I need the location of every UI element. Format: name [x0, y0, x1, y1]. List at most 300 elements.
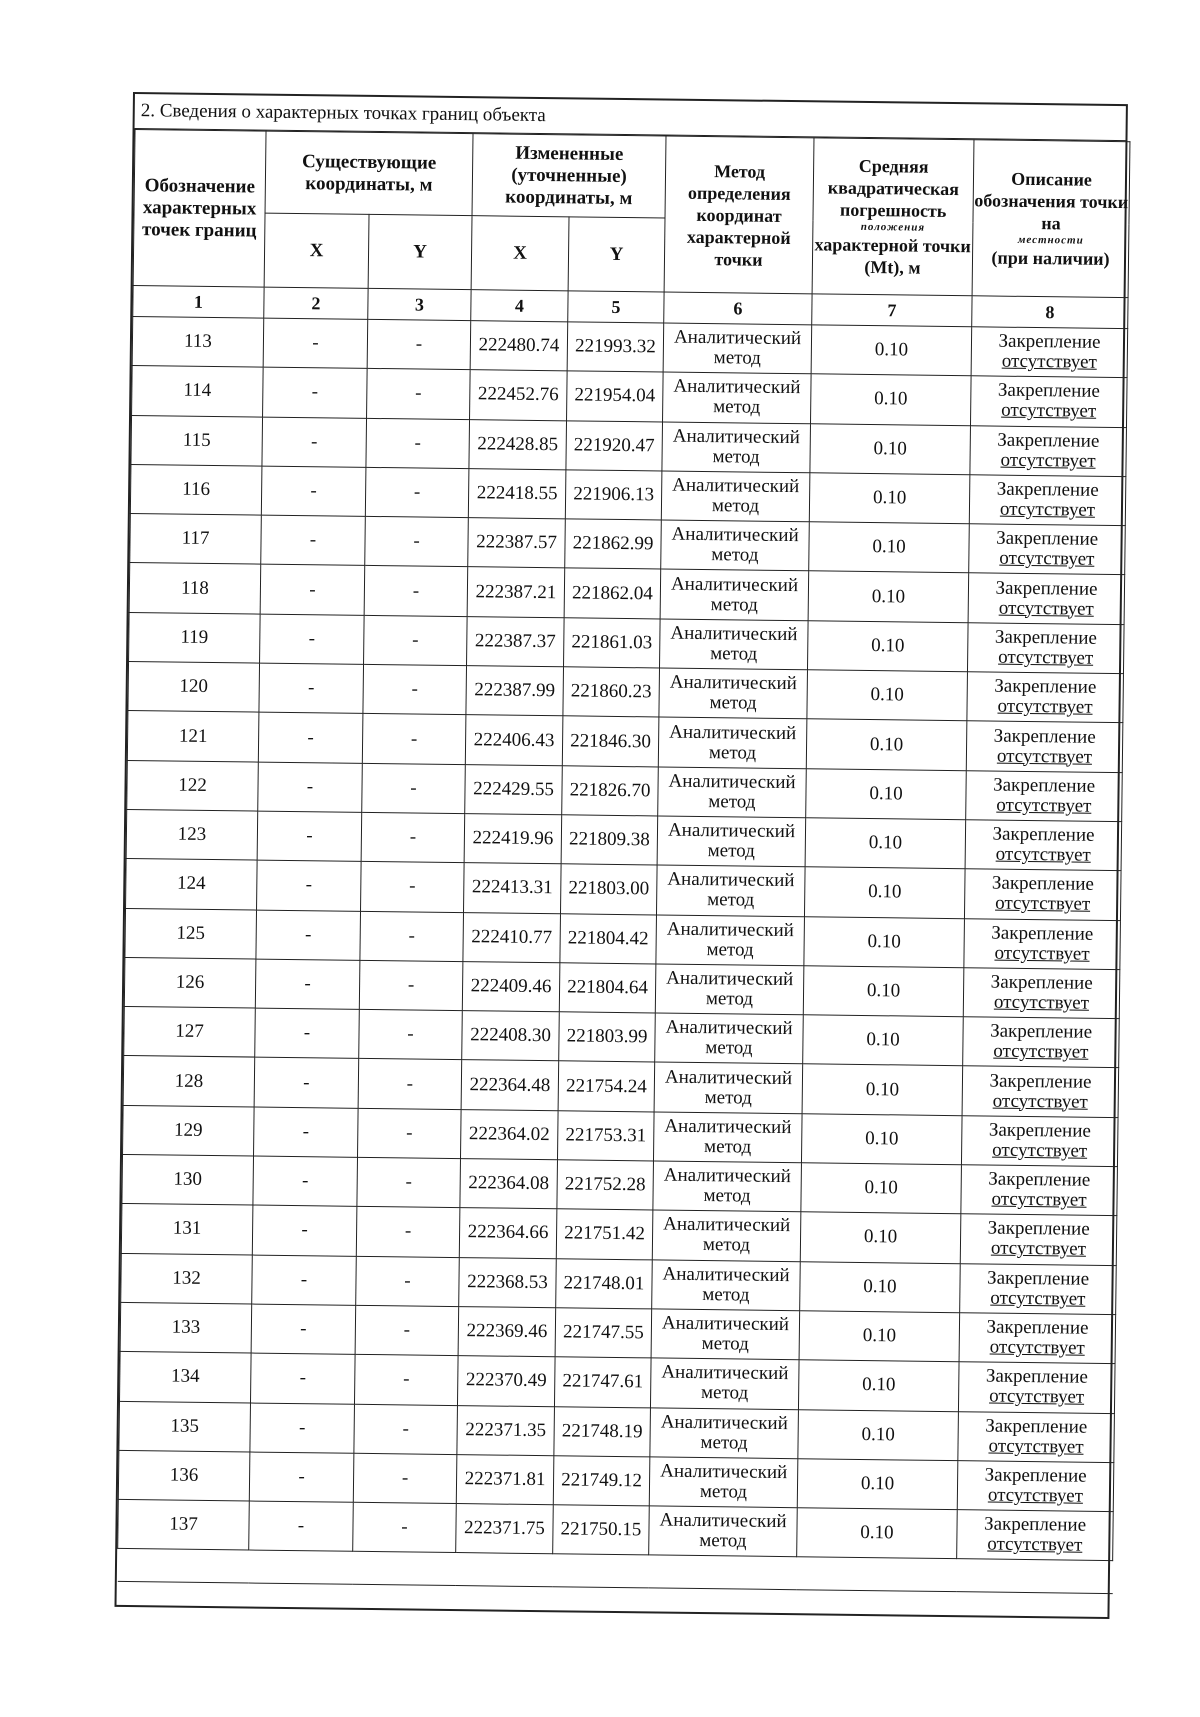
changed-y-cell: 221751.42: [556, 1209, 653, 1259]
existing-x-cell: -: [258, 712, 363, 763]
existing-x-cell: -: [255, 959, 360, 1010]
method-cell: [663, 372, 812, 423]
point-number-cell: 137: [118, 1500, 250, 1551]
point-number-cell: 118: [129, 563, 261, 614]
method-line-1: Аналитический: [673, 326, 802, 350]
description-cell: [964, 918, 1121, 969]
description-line-2: отсутствует: [996, 794, 1092, 817]
method-cell: [649, 1457, 798, 1508]
description-line-2: отсутствует: [1001, 350, 1097, 373]
changed-y-cell: 221803.99: [559, 1012, 656, 1062]
error-cell: 0.10: [798, 1409, 959, 1460]
point-number-cell: 115: [131, 415, 263, 466]
description-line-1: Закрепление: [996, 478, 1099, 501]
description-line-2: отсутствует: [987, 1484, 1084, 1507]
changed-y-cell: 221826.70: [562, 765, 659, 815]
changed-x-cell: 222371.81: [456, 1454, 554, 1504]
description-cell: [969, 475, 1126, 526]
description-line-1: Закрепление: [997, 380, 1101, 403]
description-cell: [958, 1362, 1115, 1413]
description-line-2: отсутствует: [990, 1238, 1087, 1261]
existing-y-cell: -: [354, 1404, 458, 1455]
description-line-2: отсутствует: [992, 1090, 1088, 1113]
method-line-1: Аналитический: [665, 1016, 793, 1040]
method-line-1: Аналитический: [667, 868, 795, 892]
description-cell: [968, 623, 1125, 674]
header-error: [812, 138, 974, 296]
description-cell: [971, 327, 1128, 378]
description-cell: [960, 1214, 1117, 1265]
existing-y-cell: -: [359, 1009, 463, 1060]
method-cell: [656, 915, 805, 966]
description-cell: [969, 524, 1126, 575]
header-changed-x: X: [471, 216, 569, 291]
method-cell: [660, 619, 809, 670]
description-line-2: отсутствует: [991, 1188, 1087, 1211]
method-line-2: метод: [706, 889, 755, 912]
description-line-1: Закрепление: [989, 1070, 1092, 1093]
existing-x-cell: -: [255, 1008, 360, 1059]
existing-x-cell: -: [261, 515, 366, 566]
description-line-2: отсутствует: [1000, 449, 1096, 472]
changed-y-cell: 221809.38: [561, 815, 658, 865]
method-cell: [652, 1260, 801, 1311]
method-cell: [653, 1161, 802, 1212]
existing-y-cell: -: [360, 911, 464, 962]
description-line-1: Закрепление: [990, 971, 1093, 994]
existing-x-cell: -: [251, 1304, 356, 1355]
changed-x-cell: 222364.66: [459, 1208, 557, 1258]
column-number: 6: [664, 292, 812, 325]
existing-y-cell: -: [362, 714, 466, 765]
error-cell: 0.10: [808, 571, 969, 622]
changed-x-cell: 222419.96: [464, 814, 562, 864]
error-cell: 0.10: [806, 768, 967, 819]
error-cell: 0.10: [802, 1064, 963, 1115]
existing-y-cell: -: [354, 1355, 458, 1406]
changed-y-cell: 221747.61: [554, 1357, 651, 1407]
description-cell: [957, 1461, 1114, 1512]
description-line-2: отсутствует: [996, 745, 1093, 768]
error-cell: 0.10: [811, 325, 972, 376]
existing-x-cell: -: [260, 565, 365, 616]
error-cell: 0.10: [805, 818, 966, 869]
description-cell: [964, 869, 1121, 920]
existing-y-cell: -: [366, 418, 470, 469]
changed-x-cell: 222410.77: [463, 912, 561, 962]
description-cell: [963, 968, 1120, 1019]
existing-y-cell: -: [358, 1059, 462, 1110]
description-cell: [958, 1411, 1115, 1462]
changed-x-cell: 222387.21: [467, 567, 565, 617]
description-cell: [967, 672, 1124, 723]
existing-y-cell: -: [365, 467, 469, 518]
description-line-2: отсутствует: [988, 1385, 1085, 1409]
existing-y-cell: -: [367, 319, 471, 370]
boundary-points-table: [117, 129, 1131, 1594]
method-line-2: метод: [703, 1185, 751, 1207]
method-line-2: метод: [708, 741, 757, 764]
point-number-cell: 123: [126, 809, 258, 860]
method-line-2: метод: [713, 396, 761, 419]
point-number-cell: 122: [127, 760, 259, 811]
description-line-1: Закрепление: [986, 1316, 1089, 1339]
description-line-1: Закрепление: [993, 725, 1096, 748]
description-line-2: отсутствует: [1001, 400, 1097, 423]
method-line-1: Аналитический: [664, 1066, 793, 1089]
method-line-1: Аналитический: [663, 1214, 791, 1237]
existing-x-cell: -: [257, 860, 362, 911]
method-cell: [654, 1112, 803, 1163]
header-error-top: Средняя квадратическая погрешность: [827, 155, 960, 221]
column-number: 2: [264, 287, 368, 319]
changed-x-cell: 222370.49: [457, 1356, 555, 1406]
method-cell: [657, 816, 806, 867]
changed-y-cell: 221862.04: [564, 568, 661, 618]
method-line-1: Аналитический: [663, 1164, 791, 1188]
point-number-cell: 116: [130, 464, 262, 515]
changed-x-cell: 222371.35: [457, 1405, 555, 1455]
existing-y-cell: -: [367, 369, 471, 420]
method-cell: [649, 1506, 798, 1557]
existing-x-cell: -: [257, 811, 362, 862]
method-line-2: метод: [701, 1333, 749, 1355]
point-number-cell: 129: [123, 1105, 255, 1156]
method-line-2: метод: [700, 1382, 749, 1404]
changed-y-cell: 221752.28: [557, 1160, 654, 1210]
method-cell: [654, 1062, 803, 1113]
changed-y-cell: 221747.55: [555, 1308, 652, 1358]
changed-y-cell: 221753.31: [558, 1111, 655, 1161]
error-cell: 0.10: [809, 473, 970, 524]
changed-y-cell: 221803.00: [561, 864, 658, 914]
changed-y-cell: 221860.23: [563, 667, 660, 717]
method-cell: [652, 1210, 801, 1261]
point-number-cell: 128: [123, 1056, 255, 1107]
description-line-1: Закрепление: [992, 823, 1095, 846]
column-number: 8: [972, 296, 1128, 329]
header-desc-small: местности: [1017, 233, 1084, 247]
error-cell: 0.10: [805, 867, 966, 918]
document-sheet: [114, 92, 1127, 1619]
point-number-cell: 127: [124, 1007, 256, 1058]
changed-x-cell: 222387.99: [466, 666, 564, 716]
changed-x-cell: 222387.37: [467, 616, 565, 666]
existing-x-cell: -: [263, 318, 368, 369]
method-line-2: метод: [704, 1086, 752, 1109]
existing-x-cell: -: [256, 910, 361, 961]
column-number: 5: [568, 291, 664, 323]
description-cell: [959, 1313, 1116, 1364]
description-line-1: Закрепление: [991, 872, 1095, 896]
method-line-2: метод: [710, 643, 758, 665]
changed-x-cell: 222368.53: [459, 1257, 557, 1307]
description-line-1: Закрепление: [986, 1267, 1090, 1290]
description-line-1: Закрепление: [983, 1513, 1087, 1537]
header-desc-top: Описание обозначения точки на: [974, 168, 1129, 234]
error-cell: 0.10: [803, 1015, 964, 1066]
method-line-2: метод: [706, 938, 754, 961]
method-cell: [651, 1309, 800, 1360]
point-number-cell: 136: [118, 1450, 250, 1501]
changed-y-cell: 221749.12: [553, 1456, 650, 1506]
header-changed-y: Y: [568, 217, 665, 292]
description-line-1: Закрепление: [988, 1168, 1091, 1191]
description-line-1: Закрепление: [984, 1464, 1087, 1487]
method-line-1: Аналитический: [669, 671, 798, 695]
description-line-1: Закрепление: [985, 1365, 1089, 1389]
point-number-cell: 121: [127, 711, 259, 762]
header-existing-x: X: [264, 213, 369, 288]
existing-y-cell: -: [361, 862, 465, 913]
description-cell: [961, 1115, 1118, 1166]
point-number-cell: 113: [132, 317, 264, 368]
method-line-1: Аналитический: [668, 770, 796, 793]
method-line-1: Аналитический: [666, 967, 794, 991]
description-line-1: Закрепление: [993, 774, 1096, 797]
description-line-2: отсутствует: [993, 1040, 1089, 1064]
method-line-2: метод: [700, 1431, 748, 1454]
description-cell: [971, 376, 1128, 427]
error-cell: 0.10: [808, 621, 969, 672]
description-line-2: отсутствует: [998, 646, 1094, 669]
changed-x-cell: 222408.30: [462, 1011, 560, 1061]
existing-y-cell: -: [362, 763, 466, 814]
error-cell: 0.10: [797, 1459, 958, 1510]
method-line-1: Аналитический: [667, 819, 796, 843]
error-cell: 0.10: [807, 670, 968, 721]
method-cell: [650, 1358, 799, 1409]
header-designation: Обозначение характерных точек границ: [133, 130, 266, 288]
point-number-cell: 117: [130, 514, 262, 565]
existing-x-cell: -: [254, 1058, 359, 1109]
method-line-2: метод: [711, 544, 759, 567]
existing-y-cell: -: [356, 1256, 460, 1307]
description-line-2: отсутствует: [995, 893, 1091, 916]
existing-y-cell: -: [359, 960, 463, 1011]
header-error-small: положения: [860, 220, 926, 234]
method-line-1: Аналитический: [672, 474, 800, 498]
method-cell: [661, 520, 810, 571]
description-line-2: отсутствует: [997, 695, 1093, 718]
method-line-2: метод: [711, 495, 760, 517]
description-line-2: отсутствует: [998, 597, 1094, 620]
method-cell: [655, 964, 804, 1015]
method-cell: [658, 717, 807, 768]
changed-y-cell: 221993.32: [567, 322, 664, 372]
changed-y-cell: 221754.24: [558, 1061, 655, 1111]
description-line-1: Закрепление: [987, 1218, 1090, 1241]
description-line-1: Закрепление: [996, 527, 1099, 551]
existing-x-cell: -: [258, 762, 363, 813]
point-number-cell: 132: [121, 1253, 253, 1304]
changed-x-cell: 222418.55: [468, 469, 566, 519]
method-line-2: метод: [713, 347, 762, 369]
description-line-2: отсутствует: [990, 1287, 1086, 1310]
description-line-2: отсутствует: [992, 1139, 1088, 1162]
method-cell: [650, 1407, 799, 1458]
method-cell: [657, 865, 806, 916]
description-cell: [966, 721, 1123, 772]
method-line-1: Аналитический: [666, 918, 794, 941]
existing-y-cell: -: [364, 615, 468, 666]
method-cell: [660, 569, 809, 620]
existing-x-cell: -: [261, 466, 366, 517]
description-line-1: Закрепление: [988, 1119, 1092, 1142]
description-cell: [963, 1017, 1120, 1068]
method-line-1: Аналитический: [660, 1460, 788, 1484]
changed-x-cell: 222371.75: [456, 1504, 554, 1554]
method-line-1: Аналитический: [671, 523, 799, 547]
method-line-1: Аналитический: [669, 721, 797, 744]
description-line-1: Закрепление: [998, 330, 1101, 353]
changed-x-cell: 222452.76: [470, 370, 568, 420]
description-line-2: отсутствует: [994, 942, 1090, 965]
section-title: 2. Сведения о характерных точках границ объекта: [135, 94, 1126, 141]
method-cell: [662, 422, 811, 473]
changed-y-cell: 221846.30: [562, 716, 659, 766]
description-cell: [970, 425, 1127, 476]
method-line-1: Аналитический: [670, 622, 798, 646]
header-desc-bottom: (при наличии): [991, 247, 1110, 269]
error-cell: 0.10: [800, 1212, 961, 1263]
point-number-cell: 114: [132, 366, 264, 417]
method-line-2: метод: [699, 1530, 747, 1552]
existing-y-cell: -: [353, 1502, 457, 1553]
method-line-2: метод: [703, 1135, 752, 1158]
point-number-cell: 125: [125, 908, 257, 959]
error-cell: 0.10: [810, 423, 971, 474]
changed-y-cell: 221906.13: [565, 470, 662, 520]
changed-x-cell: 222364.08: [460, 1159, 558, 1209]
header-description: [972, 140, 1130, 298]
error-cell: 0.10: [801, 1114, 962, 1165]
method-line-1: Аналитический: [673, 376, 801, 399]
method-line-2: метод: [709, 692, 757, 714]
description-line-2: отсутствует: [988, 1435, 1084, 1458]
method-cell: [663, 323, 812, 374]
method-line-2: метод: [710, 593, 759, 616]
existing-y-cell: -: [364, 566, 468, 617]
description-cell: [965, 820, 1122, 871]
changed-y-cell: 221748.19: [554, 1406, 651, 1456]
existing-x-cell: -: [252, 1205, 357, 1256]
changed-x-cell: 222406.43: [465, 715, 563, 765]
method-line-1: Аналитический: [672, 425, 801, 448]
changed-x-cell: 222428.85: [469, 419, 567, 469]
method-line-1: Аналитический: [661, 1361, 789, 1385]
error-cell: 0.10: [809, 522, 970, 573]
description-line-2: отсутствует: [989, 1336, 1085, 1359]
method-cell: [661, 471, 810, 522]
changed-x-cell: 222364.48: [461, 1060, 559, 1110]
point-number-cell: 131: [121, 1204, 253, 1255]
description-line-2: отсутствует: [995, 843, 1091, 866]
method-cell: [655, 1013, 804, 1064]
description-line-1: Закрепление: [994, 675, 1097, 699]
point-number-cell: 126: [124, 957, 256, 1008]
changed-y-cell: 221748.01: [556, 1258, 653, 1308]
existing-x-cell: -: [262, 417, 367, 468]
existing-y-cell: -: [356, 1207, 460, 1258]
changed-y-cell: 221804.64: [559, 963, 656, 1013]
point-number-cell: 120: [128, 662, 260, 713]
existing-y-cell: -: [355, 1305, 459, 1356]
description-line-1: Закрепление: [990, 1020, 1093, 1044]
description-cell: [961, 1165, 1118, 1216]
column-number: 4: [471, 290, 568, 322]
error-cell: 0.10: [801, 1163, 962, 1214]
existing-x-cell: -: [250, 1353, 355, 1404]
changed-x-cell: 222387.57: [468, 518, 566, 568]
description-cell: [966, 770, 1123, 821]
existing-x-cell: -: [259, 663, 364, 714]
description-cell: [962, 1066, 1119, 1117]
changed-y-cell: 221804.42: [560, 913, 657, 963]
point-number-cell: 134: [120, 1352, 252, 1403]
existing-x-cell: -: [252, 1255, 357, 1306]
changed-y-cell: 221954.04: [567, 371, 664, 421]
method-cell: [659, 668, 808, 719]
existing-y-cell: -: [358, 1108, 462, 1159]
existing-x-cell: -: [250, 1403, 355, 1454]
point-number-cell: 130: [122, 1154, 254, 1205]
changed-x-cell: 222364.02: [461, 1109, 559, 1159]
column-number: 7: [812, 294, 972, 327]
method-line-1: Аналитический: [661, 1312, 790, 1336]
changed-x-cell: 222429.55: [465, 764, 563, 814]
changed-x-cell: 222369.46: [458, 1307, 556, 1357]
method-line-1: Аналитический: [670, 573, 799, 596]
method-line-2: метод: [699, 1480, 748, 1503]
description-line-2: отсутствует: [999, 547, 1095, 571]
description-cell: [960, 1263, 1117, 1314]
point-number-cell: 135: [119, 1401, 251, 1452]
method-cell: [658, 767, 807, 818]
error-cell: 0.10: [806, 719, 967, 770]
column-number: 3: [368, 288, 471, 320]
description-line-1: Закрепление: [994, 626, 1098, 649]
method-line-2: метод: [702, 1283, 750, 1306]
description-line-1: Закрепление: [985, 1415, 1088, 1438]
header-existing-y: Y: [368, 214, 472, 289]
method-line-1: Аналитический: [659, 1509, 787, 1533]
method-line-2: метод: [705, 988, 754, 1010]
existing-y-cell: -: [363, 664, 467, 715]
error-cell: 0.10: [811, 374, 972, 425]
changed-x-cell: 222409.46: [462, 961, 560, 1011]
column-number: 1: [133, 286, 264, 319]
changed-y-cell: 221861.03: [564, 618, 661, 668]
changed-x-cell: 222480.74: [470, 321, 568, 371]
changed-y-cell: 221862.99: [565, 519, 662, 569]
method-line-2: метод: [712, 445, 760, 468]
method-line-2: метод: [707, 840, 755, 862]
method-line-2: метод: [705, 1037, 753, 1059]
existing-y-cell: -: [357, 1157, 461, 1208]
existing-x-cell: -: [263, 367, 368, 418]
error-cell: 0.10: [804, 916, 965, 967]
point-number-cell: 124: [126, 859, 258, 910]
existing-y-cell: -: [361, 812, 465, 863]
existing-y-cell: -: [365, 517, 469, 568]
error-cell: 0.10: [798, 1360, 959, 1411]
header-error-bottom: характерной точки (Mt), м: [814, 234, 971, 278]
existing-x-cell: -: [249, 1452, 354, 1503]
error-cell: 0.10: [799, 1311, 960, 1362]
header-changed-coords: Измененные (уточненные) координаты, м: [472, 134, 666, 218]
existing-x-cell: -: [254, 1107, 359, 1158]
